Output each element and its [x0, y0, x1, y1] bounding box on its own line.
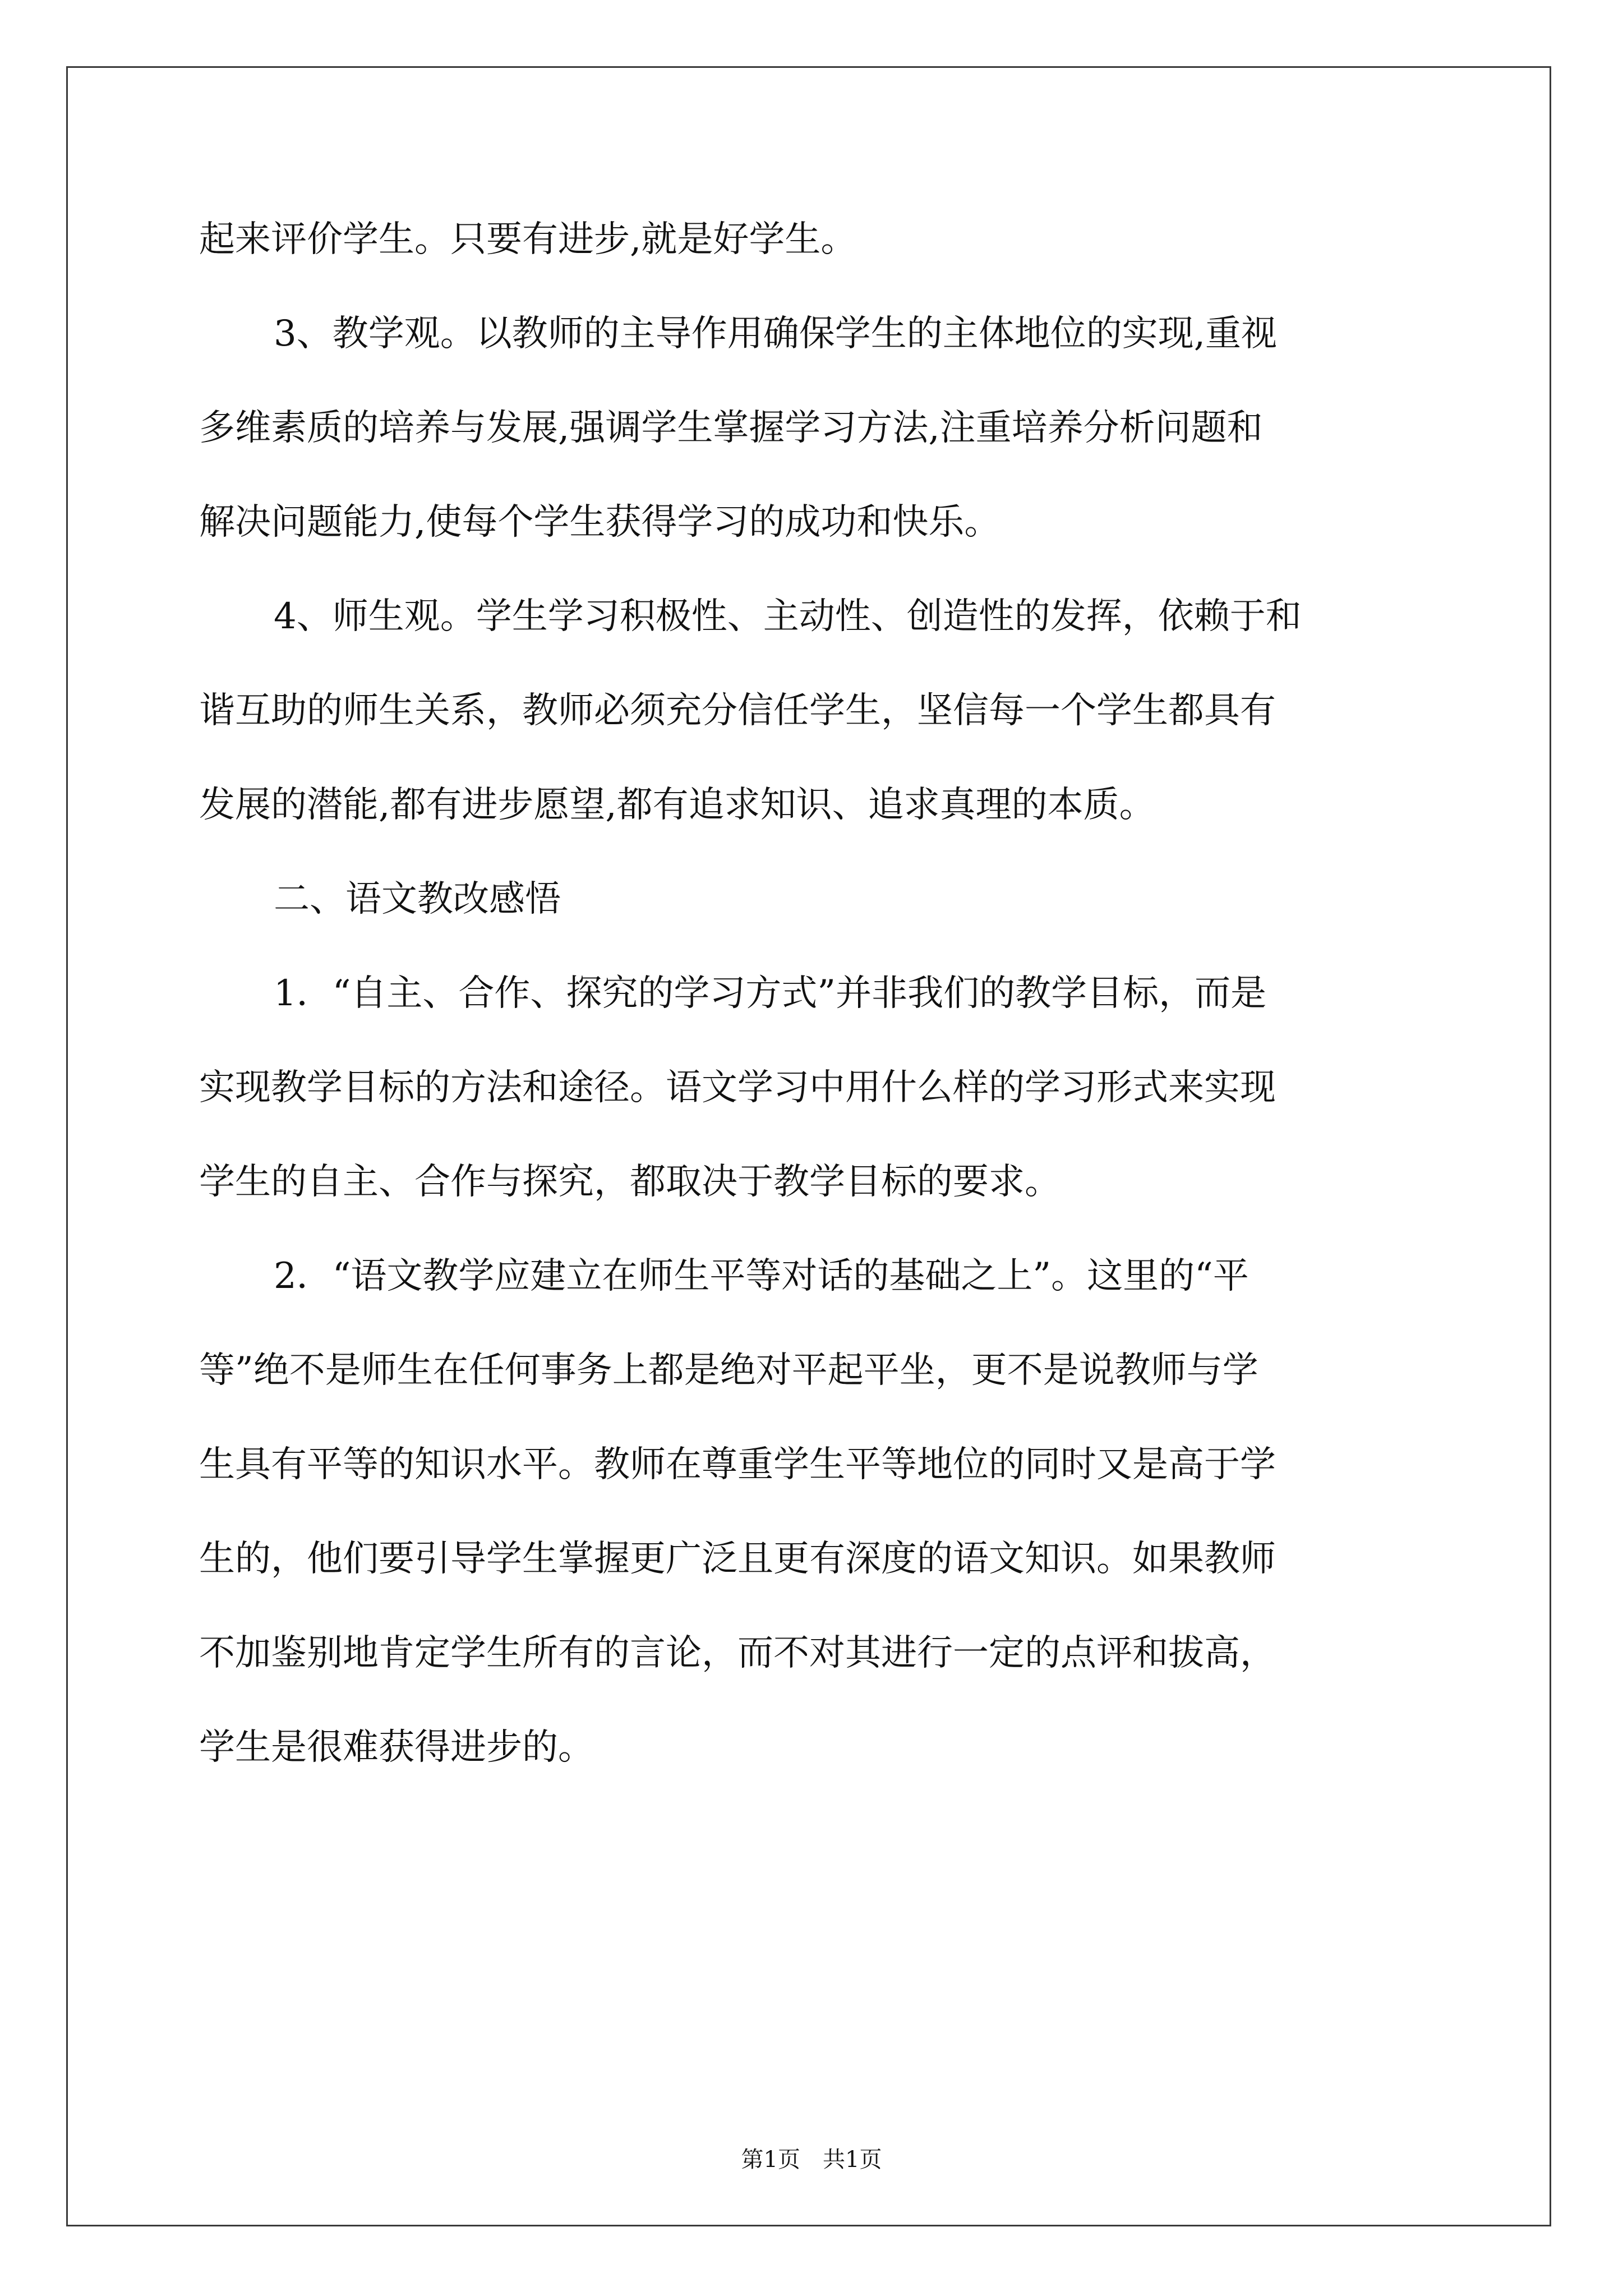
text-line-4: 解决问题能力,使每个学生获得学习的成功和快乐。 [199, 503, 1000, 543]
text-line-13: 等”绝不是师生在任何事务上都是绝对平起平坐，更不是说教师与学 [199, 1351, 1258, 1391]
text-line-9: 1．“自主、合作、探究的学习方式”并非我们的教学目标，而是 [274, 974, 1267, 1014]
text-line-12: 2．“语文教学应建立在师生平等对话的基础之上”。这里的“平 [274, 1257, 1249, 1297]
section-heading: 二、语文教改感悟 [274, 880, 561, 920]
text-line-3: 多维素质的培养与发展,强调学生掌握学习方法,注重培养分析问题和 [199, 408, 1263, 449]
text-line-1: 起来评价学生。只要有进步,就是好学生。 [199, 220, 857, 260]
text-line-11: 学生的自主、合作与探究，都取决于教学目标的要求。 [199, 1162, 1061, 1203]
text-line-2: 3、教学观。以教师的主导作用确保学生的主体地位的实现,重视 [274, 314, 1278, 355]
page-number: 第1页 [741, 2147, 800, 2173]
text-line-16: 不加鉴别地肯定学生所有的言论，而不对其进行一定的点评和拔高， [199, 1634, 1276, 1674]
text-line-17: 学生是很难获得进步的。 [199, 1728, 594, 1768]
page-total: 共1页 [823, 2147, 882, 2173]
page-footer [0, 2146, 1623, 2174]
text-line-15: 生的，他们要引导学生掌握更广泛且更有深度的语文知识。如果教师 [199, 1539, 1276, 1580]
document-body [199, 220, 1422, 1822]
text-line-6: 谐互助的师生关系，教师必须充分信任学生，坚信每一个学生都具有 [199, 691, 1276, 731]
text-line-14: 生具有平等的知识水平。教师在尊重学生平等地位的同时又是高于学 [199, 1445, 1276, 1485]
text-line-5: 4、师生观。学生学习积极性、主动性、创造性的发挥，依赖于和 [274, 597, 1302, 637]
text-line-10: 实现教学目标的方法和途径。语文学习中用什么样的学习形式来实现 [199, 1068, 1276, 1108]
text-line-7: 发展的潜能,都有进步愿望,都有追求知识、追求真理的本质。 [199, 785, 1155, 826]
